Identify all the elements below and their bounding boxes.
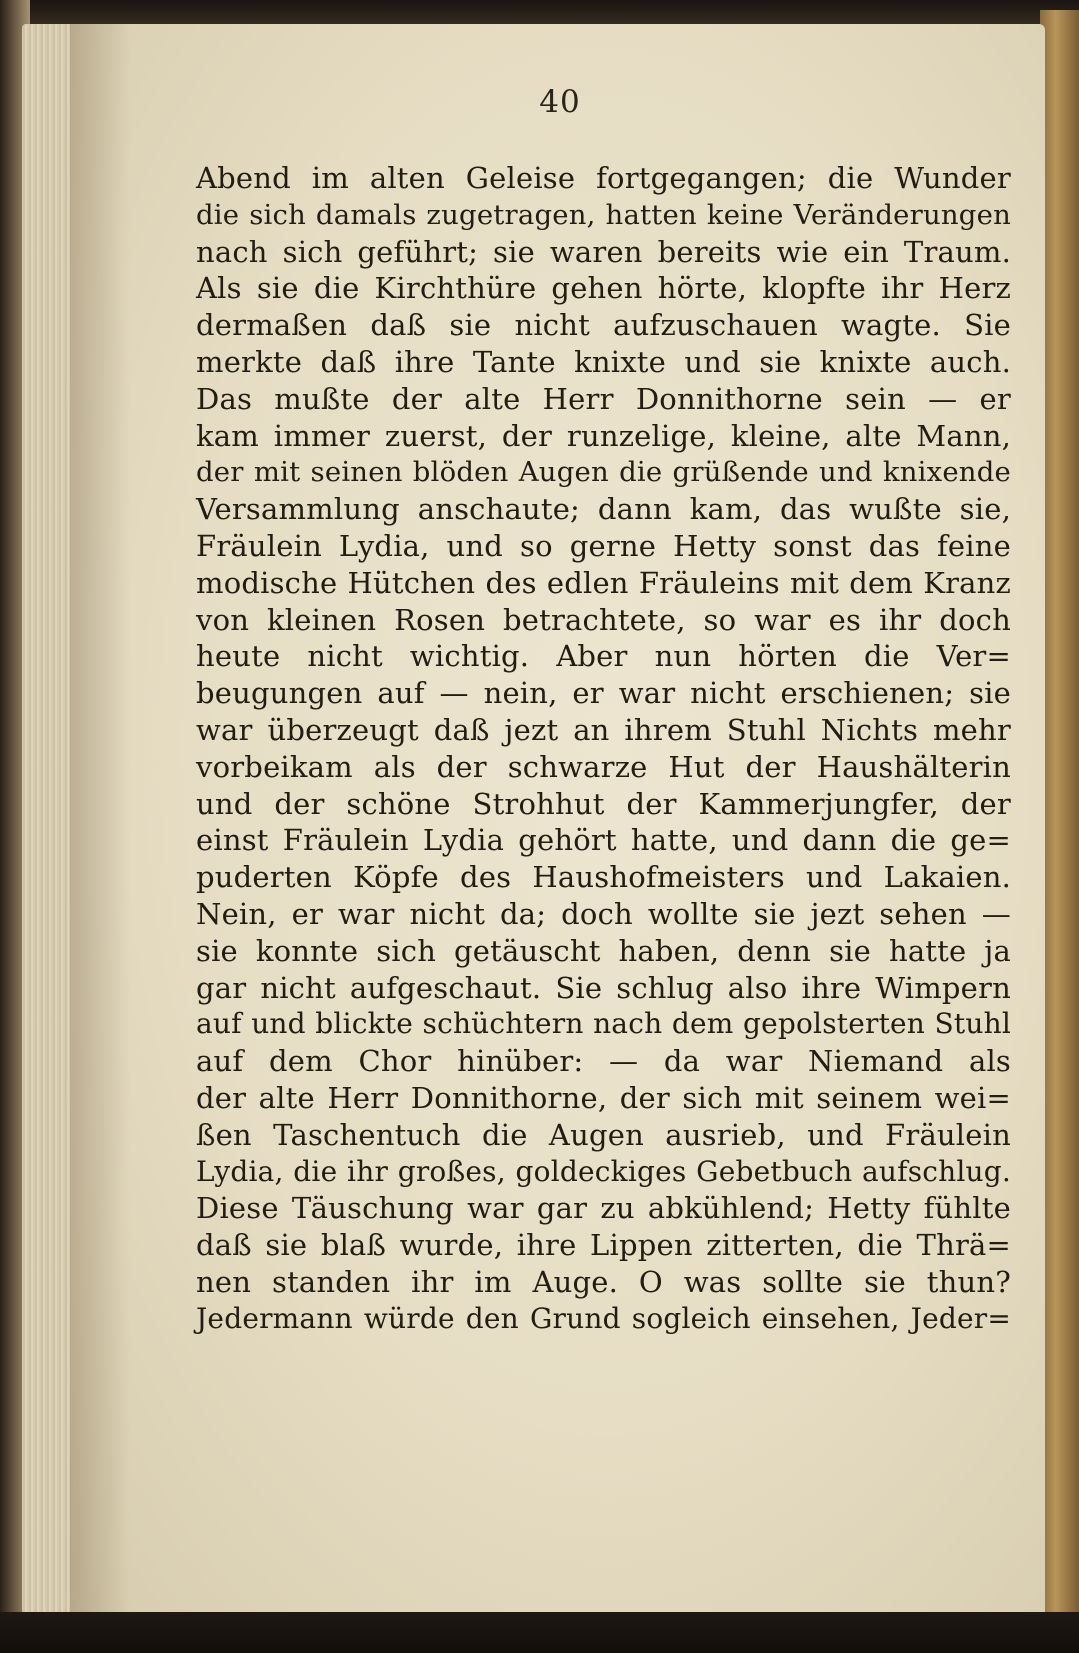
text-line: und der schöne Strohhut der Kammerjungfer, der	[196, 786, 1011, 821]
text-line: die sich damals zugetragen, hatten keine Veränderungen	[196, 198, 1011, 231]
text-line: der alte Herr Donnithorne, der sich mit seinem wei=	[196, 1080, 1011, 1115]
text-line: nach sich geführt; sie waren bereits wie ein Traum.	[196, 234, 1011, 269]
book-fore-edge	[1040, 10, 1079, 1640]
text-line: daß sie blaß wurde, ihre Lippen zitterten, die Thrä=	[196, 1228, 1011, 1263]
text-line: nen standen ihr im Auge. O was sollte sie thun?	[196, 1264, 1011, 1299]
text-line: Abend im alten Geleise fortgegangen; die Wunder	[196, 161, 1011, 195]
text-line: auf dem Chor hinüber: — da war Niemand als	[196, 1044, 1011, 1079]
text-line: der mit seinen blöden Augen die grüßende und knixende	[196, 456, 1011, 489]
text-line: beugungen auf — nein, er war nicht erschienen; sie	[196, 676, 1011, 711]
text-line: sie konnte sich getäuscht haben, denn sie hatte ja	[196, 933, 1011, 968]
bottom-shadow-band	[0, 1612, 1079, 1653]
text-line: Fräulein Lydia, und so gerne Hetty sonst das feine	[196, 528, 1011, 563]
text-line: einst Fräulein Lydia gehört hatte, und dann die ge=	[196, 823, 1011, 858]
gutter-shadow	[70, 24, 130, 1620]
body-text	[196, 160, 1011, 1338]
text-line: Versammlung anschaute; dann kam, das wußte sie,	[196, 492, 1011, 527]
text-line: gar nicht aufgeschaut. Sie schlug also ihre Wimpern	[196, 970, 1011, 1005]
page-number: 40	[539, 84, 581, 120]
text-line: puderten Köpfe des Haushofmeisters und Lakaien.	[196, 860, 1011, 895]
text-line: Lydia, die ihr großes, goldeckiges Gebetbuch aufschlug.	[196, 1154, 1011, 1188]
text-line: auf und blickte schüchtern nach dem gepolsterten Stuhl	[196, 1007, 1011, 1041]
text-line: Das mußte der alte Herr Donnithorne sein — er	[196, 381, 1011, 416]
text-line: Diese Täuschung war gar zu abkühlend; Hetty fühlte	[196, 1191, 1011, 1226]
text-line: Als sie die Kirchthüre gehen hörte, klopfte ihr Herz	[196, 271, 1011, 306]
text-line: war überzeugt daß jezt an ihrem Stuhl Nichts mehr	[196, 712, 1011, 747]
text-line: merkte daß ihre Tante knixte und sie knixte auch.	[196, 344, 1011, 379]
text-line: kam immer zuerst, der runzelige, kleine, alte Mann,	[196, 418, 1011, 453]
text-line: modische Hütchen des edlen Fräuleins mit dem Kranz	[196, 565, 1011, 600]
text-line: Jedermann würde den Grund sogleich einsehen, Jeder=	[196, 1301, 1011, 1335]
text-line: heute nicht wichtig. Aber nun hörten die Ver=	[196, 639, 1011, 674]
text-line: von kleinen Rosen betrachtete, so war es ihr doch	[196, 602, 1011, 637]
text-line: ßen Taschentuch die Augen ausrieb, und Fräulein	[196, 1117, 1011, 1152]
text-line: Nein, er war nicht da; doch wollte sie jezt sehen —	[196, 896, 1011, 931]
text-line: dermaßen daß sie nicht aufzuschauen wagte. Sie	[196, 308, 1011, 343]
text-line: vorbeikam als der schwarze Hut der Haushälterin	[196, 749, 1011, 784]
